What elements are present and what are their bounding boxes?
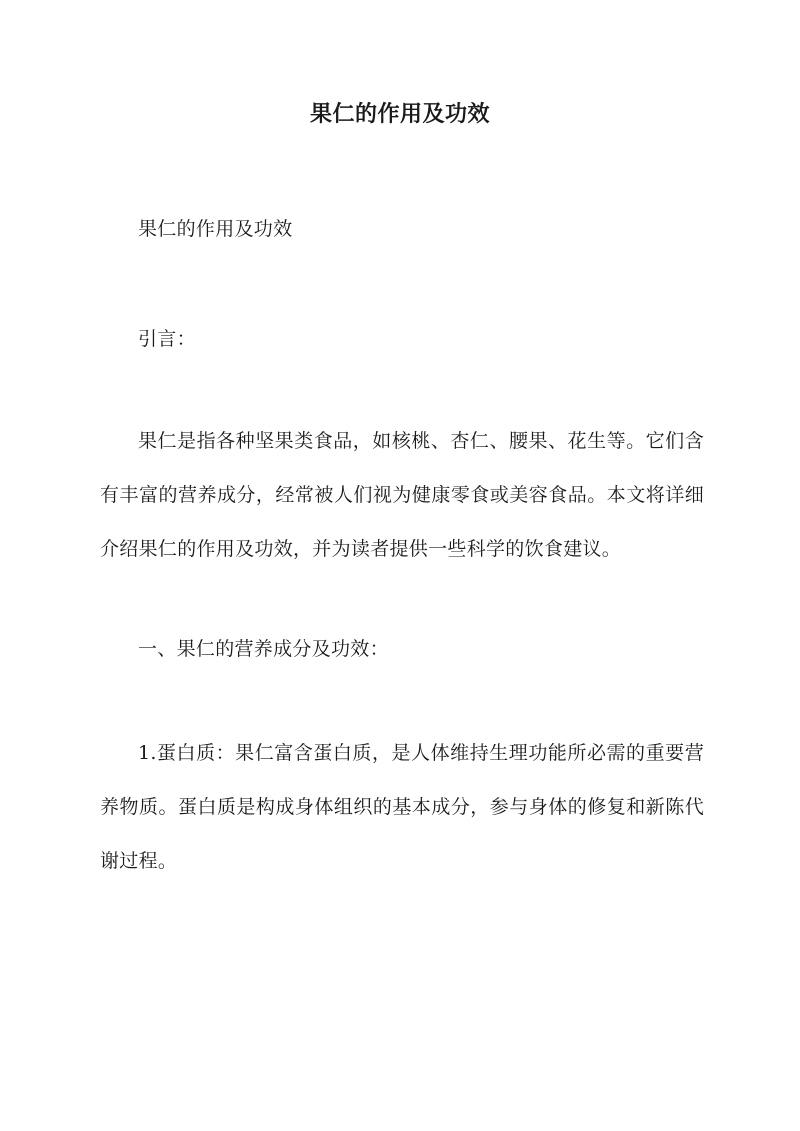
subtitle-paragraph: 果仁的作用及功效	[138, 218, 293, 240]
intro-label: 引言：	[138, 328, 196, 350]
document-title: 果仁的作用及功效	[309, 101, 490, 127]
protein-paragraph: 1.蛋白质：果仁富含蛋白质，是人体维持生理功能所必需的重要营养物质。蛋白质是构成身体组织的基本成分，参与身体的修复和新陈代谢过程。	[100, 742, 704, 872]
intro-paragraph: 果仁是指各种坚果类食品，如核桃、杏仁、腰果、花生等。它们含有丰富的营养成分，经常被人们视为健康零食或美容食品。本文将详细介绍果仁的作用及功效，并为读者提供一些科学的饮食建议。	[100, 430, 704, 560]
section-heading-nutrition: 一、果仁的营养成分及功效：	[138, 638, 389, 660]
